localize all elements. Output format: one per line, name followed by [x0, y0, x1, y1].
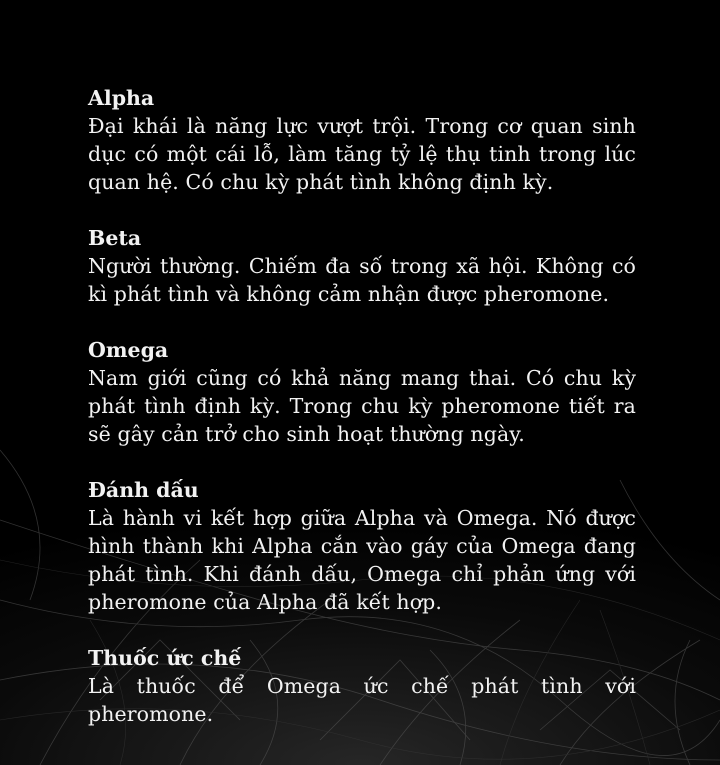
term-marking: Đánh dấu [88, 478, 199, 502]
glossary-entry-marking [88, 476, 636, 616]
definition-alpha: Đại khái là năng lực vượt trội. Trong cơ quan sinh dục có một cái lỗ, làm tăng tỷ lệ thụ tinh trong lúc quan hệ. Có chu kỳ phát tình không định kỳ. [88, 114, 636, 194]
glossary-entry-alpha [88, 84, 636, 196]
term-beta: Beta [88, 226, 142, 250]
glossary-entry-beta [88, 224, 636, 308]
definition-suppressant: Là thuốc để Omega ức chế phát tình với pheromone. [88, 674, 636, 726]
glossary-entry-omega [88, 336, 636, 448]
definition-beta: Người thường. Chiếm đa số trong xã hội. Không có kì phát tình và không cảm nhận được pheromone. [88, 254, 636, 306]
definition-omega: Nam giới cũng có khả năng mang thai. Có chu kỳ phát tình định kỳ. Trong chu kỳ pheromone tiết ra sẽ gây cản trở cho sinh hoạt thường ngày. [88, 366, 636, 446]
term-omega: Omega [88, 338, 169, 362]
term-alpha: Alpha [88, 86, 155, 110]
term-suppressant: Thuốc ức chế [88, 646, 242, 670]
glossary-entry-suppressant [88, 644, 636, 728]
glossary [88, 84, 636, 756]
definition-marking: Là hành vi kết hợp giữa Alpha và Omega. Nó được hình thành khi Alpha cắn vào gáy của Omega đang phát tình. Khi đánh dấu, Omega chỉ phản ứng với pheromone của Alpha đã kết hợp. [88, 506, 636, 614]
